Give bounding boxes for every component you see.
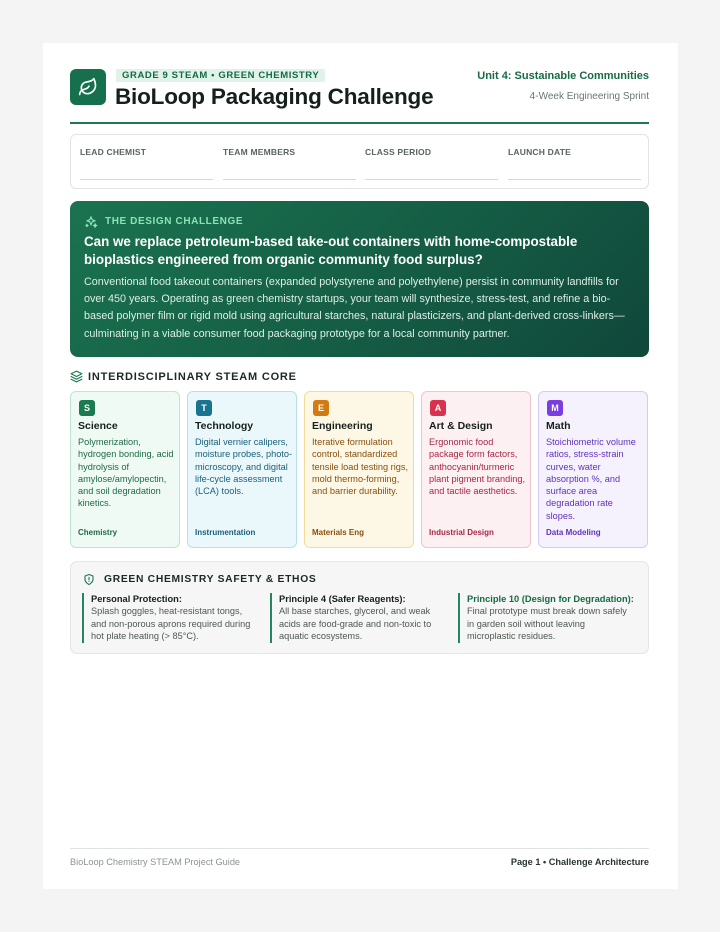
challenge-body: Conventional food takeout containers (expanded polystyrene and polyethylene) persist in community landfills for over 450 years. Operating as green chemistry startups, your team will synthesize, stress-test, and refine a bio-based polymer film or rigid mold using agricultural starches, natural plasticizers, and plant-derived cross-linkers—culminating in a viable consumer food packaging prototype for a local community partner. [84,276,625,340]
card-title: Art & Design [429,420,493,432]
shield-icon [83,573,95,586]
card-description: Stoichiometric volume ratios, stress-strain curves, water absorption %, and surface area degradation rate slopes. [546,437,636,521]
field-label: TEAM MEMBERS [223,147,296,157]
safety-item [82,593,259,643]
safety-heading [83,573,316,586]
safety-item [270,593,447,643]
card-tag: Materials Eng [312,528,365,537]
team-info-fields [70,134,649,189]
technology-card [187,391,297,548]
safety-item-body: Final prototype must break down safely in garden soil without leaving microplastic residues. [467,606,627,641]
worksheet-page [43,43,678,889]
layers-icon [70,370,83,383]
art-design-card [421,391,531,548]
sprint-label: 4-Week Engineering Sprint [529,91,649,102]
card-description: Digital vernier calipers, moisture probes, photo-microscopy, and digital life-cycle assessment (LCA) tools. [195,437,293,497]
page-title: BioLoop Packaging Challenge [115,84,434,109]
technology-badge: T [196,400,212,416]
section-title: INTERDISCIPLINARY STEAM CORE [88,370,297,383]
design-challenge-panel [70,201,649,357]
safety-ethos-panel [70,561,649,654]
lead-chemist-field[interactable] [80,135,213,190]
field-underline [80,179,213,180]
sparkle-icon [84,215,98,229]
field-label: LAUNCH DATE [508,147,571,157]
steam-core-heading [70,370,297,383]
launch-date-field[interactable] [508,135,641,190]
math-card [538,391,648,548]
field-label: LEAD CHEMIST [80,147,147,157]
steam-cards [70,391,649,548]
section-title: GREEN CHEMISTRY SAFETY & ETHOS [104,574,317,585]
card-title: Math [546,420,571,432]
science-badge: S [79,400,95,416]
science-card [70,391,180,548]
leaf-icon [70,69,106,105]
team-members-field[interactable] [223,135,356,190]
card-description: Iterative formulation control, standardized tensile load testing rigs, mold thermo-forming, and barrier durability. [312,437,409,497]
field-underline [365,179,498,180]
challenge-eyebrow: THE DESIGN CHALLENGE [105,216,244,227]
unit-label: Unit 4: Sustainable Communities [477,70,649,82]
safety-item [458,593,635,643]
header-divider [70,122,649,124]
safety-item-title: Personal Protection: [91,594,182,604]
page-indicator: Page 1 • Challenge Architecture [510,857,649,867]
card-description: Ergonomic food package form factors, anthocyanin/turmeric plant pigment branding, and tactile aesthetics. [429,437,526,497]
footer-divider [70,848,649,849]
math-badge: M [547,400,563,416]
card-title: Engineering [312,420,373,432]
card-tag: Chemistry [78,528,118,537]
safety-item-title: Principle 4 (Safer Reagents): [279,594,406,604]
safety-item-body: Splash goggles, heat-resistant tongs, and non-porous aprons required during hot plate heating (> 85°C). [91,606,251,641]
safety-item-body: All base starches, glycerol, and weak acids are food-grade and non-toxic to aquatic ecosystems. [279,606,432,641]
class-period-field[interactable] [365,135,498,190]
field-underline [223,179,356,180]
card-tag: Industrial Design [429,528,494,537]
engineering-badge: E [313,400,329,416]
engineering-card [304,391,414,548]
card-tag: Instrumentation [195,528,256,537]
card-tag: Data Modeling [546,528,601,537]
field-label: CLASS PERIOD [365,147,432,157]
art-badge: A [430,400,446,416]
grade-badge: GRADE 9 STEAM • GREEN CHEMISTRY [116,69,325,82]
field-underline [508,179,641,180]
challenge-question: Can we replace petroleum-based take-out containers with home-compostable bioplastics engineered from organic community food surplus? [84,234,578,267]
card-title: Science [78,420,118,432]
card-title: Technology [195,420,254,432]
safety-item-title: Principle 10 (Design for Degradation): [467,594,634,604]
card-description: Polymerization, hydrogen bonding, acid hydrolysis of amylose/amylopectin, and soil degradation kinetics. [78,437,174,509]
footer-title: BioLoop Chemistry STEAM Project Guide [70,857,241,867]
